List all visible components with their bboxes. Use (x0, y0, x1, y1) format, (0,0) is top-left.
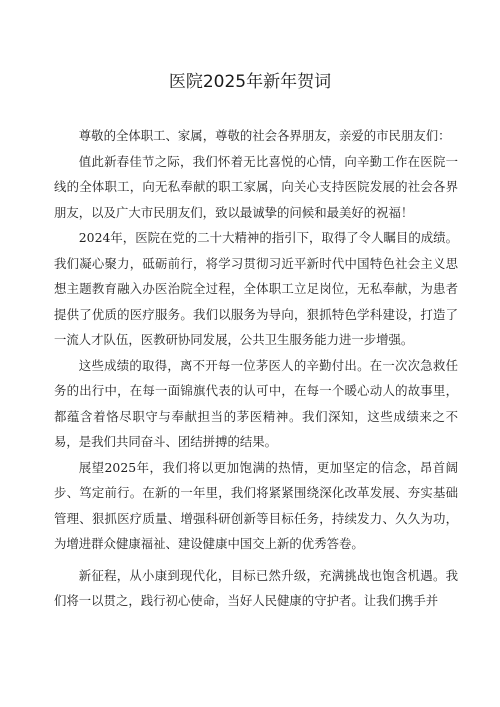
closing-paragraph: 新征程，从小康到现代化，目标已然升级，充满挑战也饱含机遇。我们将一以贯之，践行初心使命，当好人民健康的守护者。让我们携手并 (54, 567, 458, 608)
achievements-paragraph: 2024年，医院在党的二十大精神的指引下，取得了令人瞩目的成绩。我们凝心聚力，砥砺前行，将学习贯彻习近平新时代中国特色社会主义思想主题教育融入办医治院全过程，全体职工立足岗位，无私奉献，为患者提供了优质的医疗服务。我们以服务为导向，狠抓特色学科建设，打造了一流人才队伍，医教研协同发展，公共卫生服务能力进一步增强。 (54, 230, 458, 347)
wishes-paragraph: 值此新春佳节之际，我们怀着无比喜悦的心情，向辛勤工作在医院一线的全体职工，向无私奉献的职工家属，向关心支持医院发展的社会各界朋友，以及广大市民朋友们，致以最诚挚的问候和最美好的祝福！ (54, 153, 458, 220)
gratitude-paragraph: 这些成绩的取得，离不开每一位茅医人的辛勤付出。在一次次急救任务的出行中，在每一面锦旗代表的认可中，在每一个暖心动人的故事里，都蕴含着恪尽职守与奉献担当的茅医精神。我们深知，这些成绩来之不易，是我们共同奋斗、团结拼搏的结果。 (54, 357, 458, 449)
greeting-paragraph: 尊敬的全体职工、家属，尊敬的社会各界朋友，亲爱的市民朋友们： (78, 128, 451, 143)
document-title: 医院2025年新年贺词 (168, 72, 332, 92)
document-body (54, 123, 458, 614)
outlook-paragraph: 展望2025年，我们将以更加饱满的热情，更加坚定的信念，昂首阔步、笃定前行。在新的一年里，我们将紧紧围绕深化改革发展、夯实基础管理、狠抓医疗质量、增强科研创新等目标任务，持续发力、久久为功，为增进群众健康福祉、建设健康中国交上新的优秀答卷。 (54, 459, 458, 551)
